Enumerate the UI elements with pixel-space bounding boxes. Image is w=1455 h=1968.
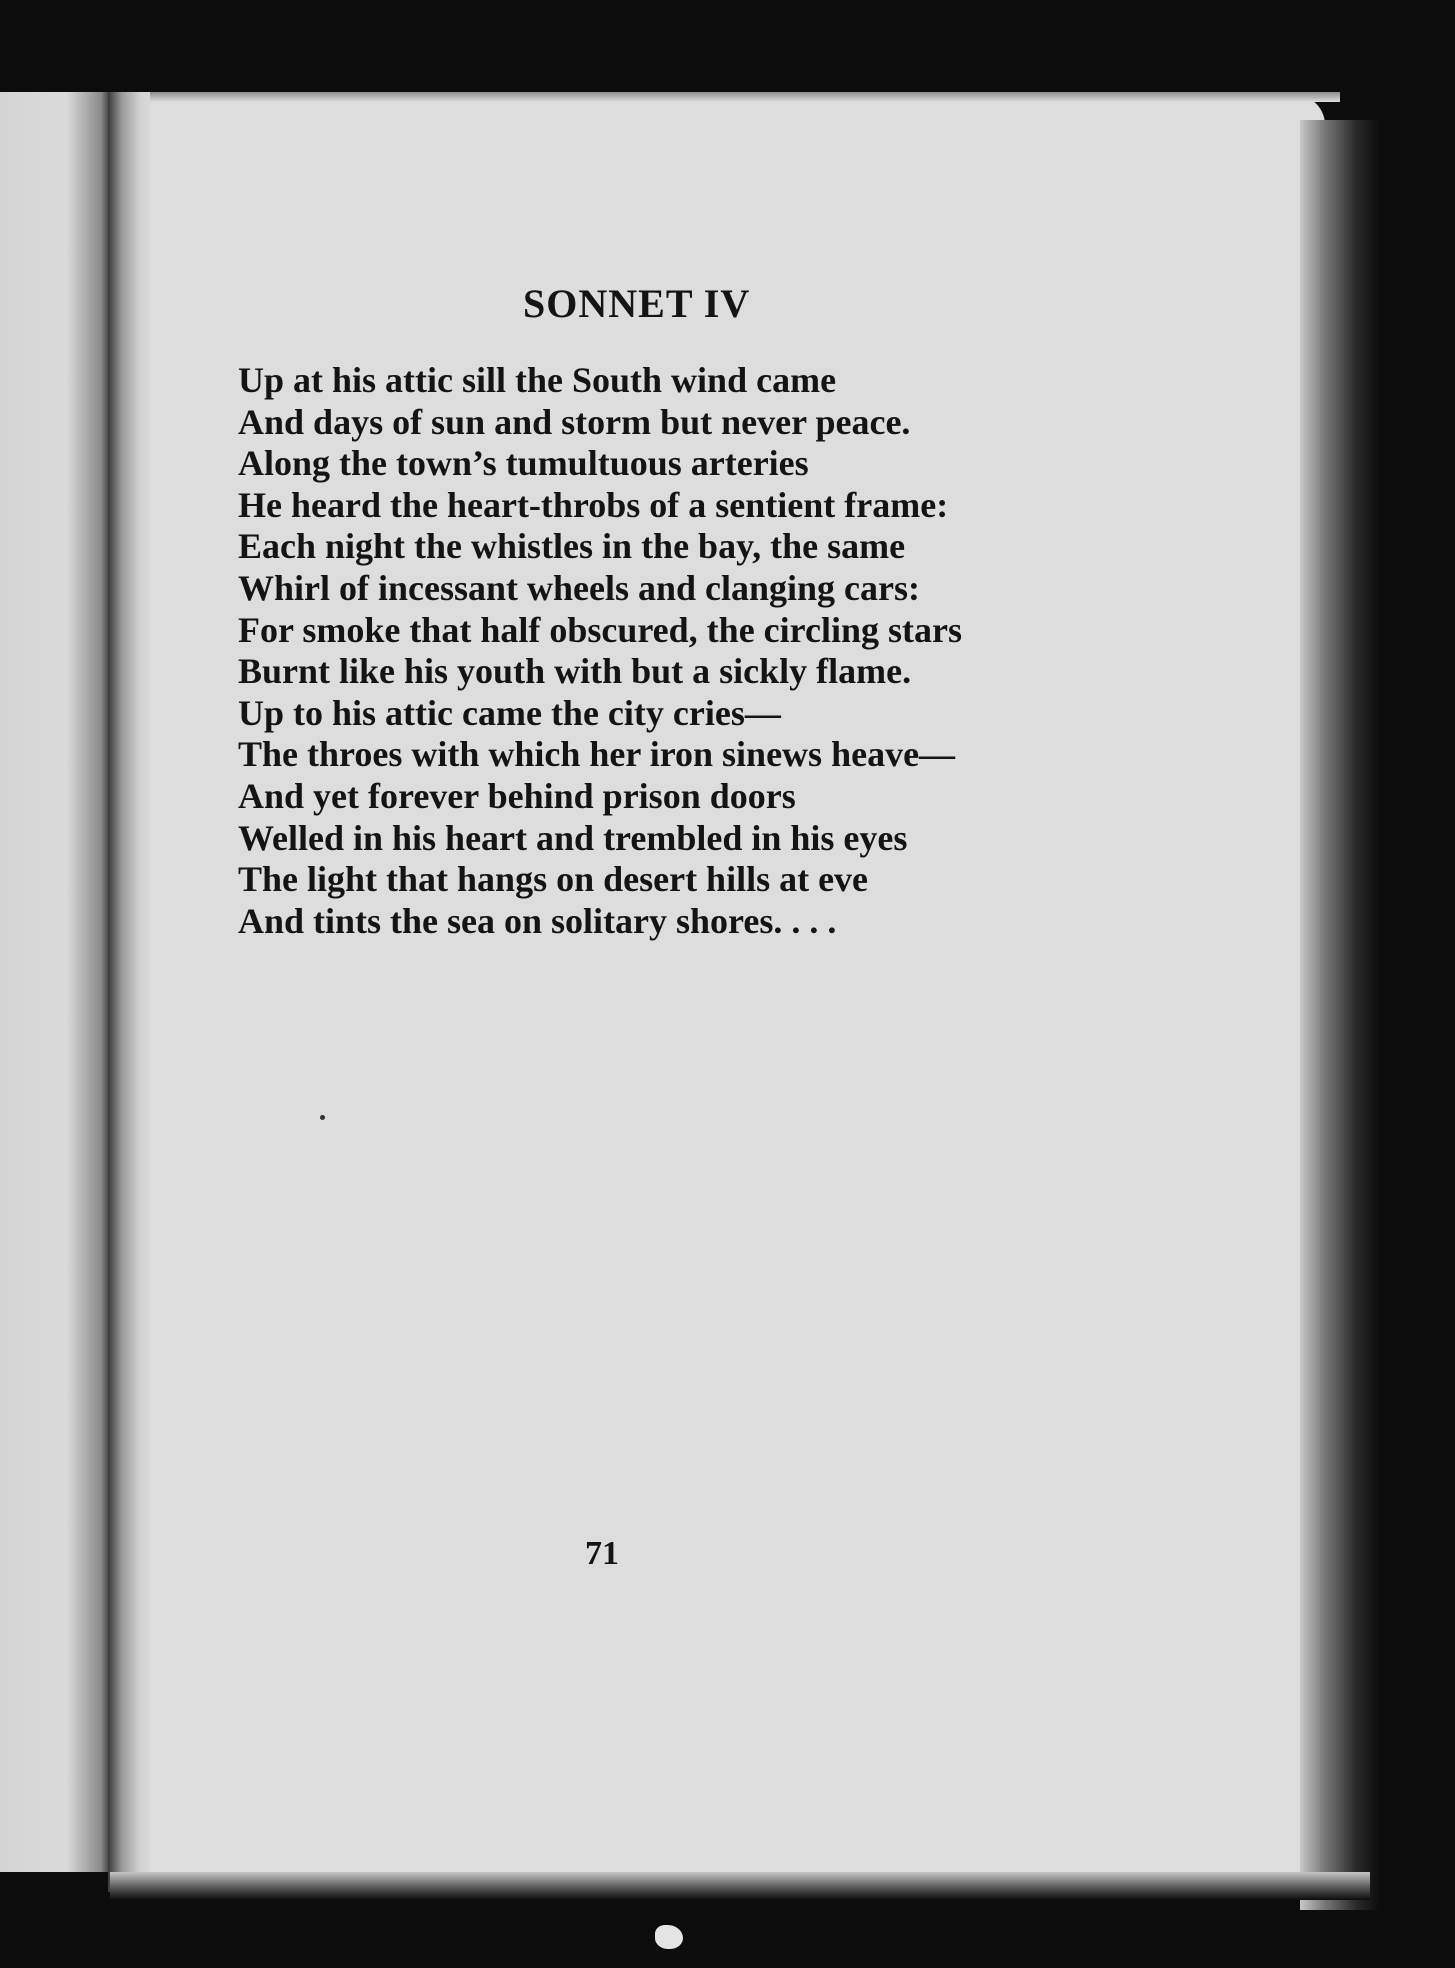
page-speck: [320, 1115, 325, 1120]
poem-title: SONNET IV: [523, 281, 751, 326]
poem-line: Along the town’s tumultuous arteries: [238, 443, 809, 484]
poem-line: The throes with which her iron sinews heave—: [238, 734, 956, 775]
page-number: 71: [585, 1535, 619, 1572]
book-gutter: [108, 92, 154, 1892]
poem-line: Each night the whistles in the bay, the same: [238, 526, 906, 567]
poem-line: Up at his attic sill the South wind came: [238, 360, 837, 400]
poem-line: And days of sun and storm but never peace.: [238, 401, 911, 442]
page-stack-edge: [1300, 120, 1380, 1910]
poem-line: And yet forever behind prison doors: [238, 775, 796, 816]
page-top-edge: [150, 92, 1340, 102]
poem-line: Whirl of incessant wheels and clanging cars:: [238, 567, 921, 608]
poem-line: And tints the sea on solitary shores. . . .: [238, 900, 837, 941]
poem-lines: [238, 360, 962, 942]
poem-line: He heard the heart-throbs of a sentient frame:: [238, 484, 949, 525]
poem-line: Burnt like his youth with but a sickly flame.: [238, 651, 912, 692]
poem-line: Up to his attic came the city cries—: [238, 692, 781, 733]
poem-line: For smoke that half obscured, the circling stars: [238, 609, 962, 650]
previous-page-edge: [0, 92, 110, 1872]
scan-mark: [655, 1925, 683, 1949]
page-bottom-edge: [110, 1872, 1370, 1900]
poem-line: The light that hangs on desert hills at eve: [238, 859, 869, 900]
poem-line: Welled in his heart and trembled in his eyes: [238, 817, 908, 858]
